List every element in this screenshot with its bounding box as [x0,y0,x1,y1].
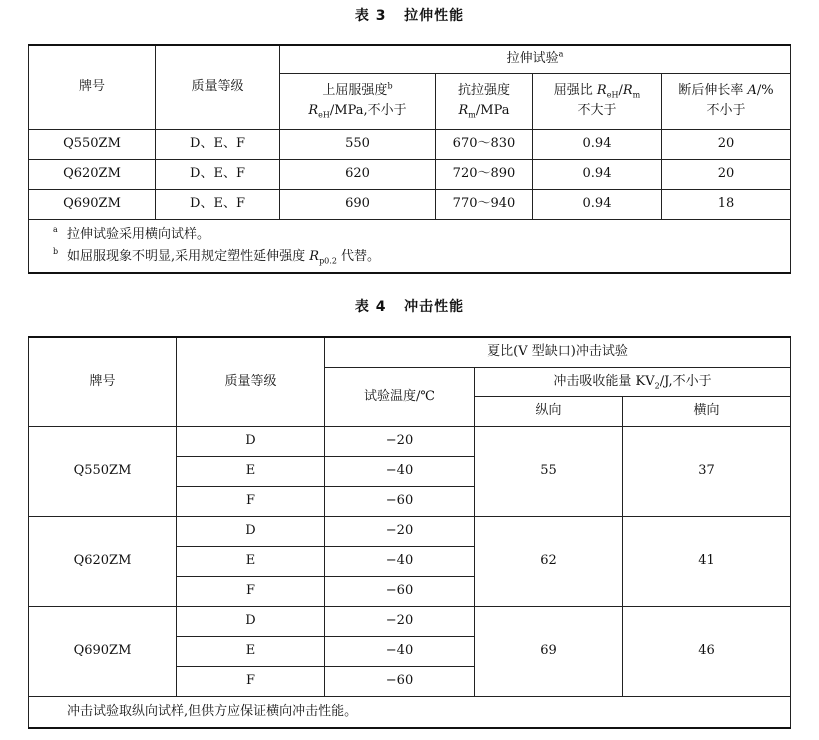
impact-properties-table [28,336,791,729]
t3-note-b-symbol: R [309,248,320,264]
t4-header-grade: 牌号 [29,337,177,426]
t3-note-b-text: 如屈服现象不明显,采用规定塑性延伸强度 [67,248,310,264]
t3-tensile-label: 抗拉强度 [457,83,510,98]
t3-header-tensile [436,73,533,129]
t4-cell-quality: D [177,516,325,546]
t3-header-ratio [533,73,662,129]
t3-header-quality: 质量等级 [156,45,280,129]
t4-cell-quality: F [177,576,325,606]
tensile-properties-table [28,44,791,274]
t3-group-label: 拉伸试验 [506,51,559,67]
t4-cell-temperature: −40 [325,456,475,486]
t3-elong-symbol: A [747,83,757,98]
t3-header-yield [280,73,436,129]
t4-energy-subscript: 2 [654,381,660,391]
t3-note-a-text: 拉伸试验采用横向试样。 [67,226,211,242]
t3-cell-tensile: 770～940 [436,189,533,219]
t3-tensile-unit: /MPa [475,103,510,118]
t3-ratio-limit: 不大于 [577,103,617,118]
t3-header-elongation [662,73,791,129]
t4-cell-temperature: −40 [325,636,475,666]
t3-yield-unit: /MPa,不小于 [329,103,407,118]
table-3-title: 表 3 拉伸性能 [354,8,465,24]
t3-group-footnote-mark: a [558,49,564,59]
t3-cell-quality: D、E、F [156,129,280,159]
t3-cell-grade: Q620ZM [29,159,156,189]
t4-cell-quality: D [177,426,325,456]
t3-cell-elongation: 20 [662,159,791,189]
t4-cell-grade: Q550ZM [29,426,177,516]
t3-tensile-symbol: R [458,103,469,118]
t3-yield-footnote-mark: b [387,81,393,91]
t3-elong-unit: /% [756,83,774,98]
t4-cell-transverse: 46 [623,606,791,696]
t4-cell-grade: Q620ZM [29,516,177,606]
t4-cell-quality: E [177,546,325,576]
t4-header-temperature: 试验温度/℃ [325,367,475,426]
t3-header-group [280,45,791,73]
t4-cell-temperature: −20 [325,426,475,456]
t3-ratio-label: 屈强比 [553,83,597,98]
t4-cell-transverse: 37 [623,426,791,516]
t3-cell-elongation: 20 [662,129,791,159]
table-row [29,426,791,456]
t3-cell-elongation: 18 [662,189,791,219]
t3-header-grade: 牌号 [29,45,156,129]
t3-cell-ratio: 0.94 [533,189,662,219]
t3-note-b: b 如屈服现象不明显,采用规定塑性延伸强度 $R_{p0.2}$ 代替。 [53,247,381,266]
table-row [29,129,791,159]
t3-elong-limit: 不小于 [706,103,746,118]
t3-note-a: a 拉伸试验采用横向试样。 [53,225,211,242]
t3-yield-subscript: eH [318,110,330,120]
t3-cell-tensile: 670～830 [436,129,533,159]
t3-cell-yield: 690 [280,189,436,219]
t4-cell-quality: F [177,666,325,696]
t3-cell-ratio: 0.94 [533,129,662,159]
t3-note-b-tail: 代替。 [336,248,381,264]
t4-cell-temperature: −20 [325,606,475,636]
table-row [29,189,791,219]
t3-cell-yield: 620 [280,159,436,189]
t3-cell-ratio: 0.94 [533,159,662,189]
t3-cell-grade: Q550ZM [29,129,156,159]
t4-cell-quality: D [177,606,325,636]
t4-header-transverse: 横向 [623,396,791,426]
t3-ratio-symbol-2: R [622,83,633,98]
t4-cell-quality: E [177,636,325,666]
t4-cell-longitudinal: 55 [475,426,623,516]
t4-cell-grade: Q690ZM [29,606,177,696]
t4-cell-longitudinal: 62 [475,516,623,606]
t3-note-b-subscript: p0.2 [319,256,337,266]
t3-ratio-symbol-1: R [596,83,607,98]
t4-footnote: 冲击试验取纵向试样,但供方应保证横向冲击性能。 [29,696,791,728]
t3-ratio-subscript-2: m [632,90,641,100]
t3-cell-tensile: 720～890 [436,159,533,189]
t3-cell-quality: D、E、F [156,159,280,189]
t3-elong-label: 断后伸长率 [678,83,748,98]
t4-cell-quality: E [177,456,325,486]
t3-cell-yield: 550 [280,129,436,159]
t3-cell-quality: D、E、F [156,189,280,219]
t4-energy-label: 冲击吸收能量 KV [553,373,655,389]
t4-cell-transverse: 41 [623,516,791,606]
t3-notes [29,219,791,273]
t4-cell-quality: F [177,486,325,516]
t3-ratio-subscript-1: eH [606,90,619,100]
t3-cell-grade: Q690ZM [29,189,156,219]
table-row [29,159,791,189]
t4-header-longitudinal: 纵向 [475,396,623,426]
t4-cell-longitudinal: 69 [475,606,623,696]
t4-cell-temperature: −60 [325,666,475,696]
t4-cell-temperature: −60 [325,486,475,516]
table-row [29,516,791,546]
t4-header-group: 夏比(V 型缺口)冲击试验 [325,337,791,367]
t3-ratio-slash: / [618,83,623,98]
t3-tensile-subscript: m [468,110,476,120]
t4-header-energy [475,367,791,396]
t3-yield-symbol: R [308,103,319,118]
table-row [29,606,791,636]
t4-header-quality: 质量等级 [177,337,325,426]
t4-cell-temperature: −40 [325,546,475,576]
t4-energy-unit: /J,不小于 [659,373,712,389]
t3-yield-label: 上屈服强度 [322,83,388,98]
table-4-title: 表 4 冲击性能 [354,299,465,315]
t4-cell-temperature: −60 [325,576,475,606]
t4-cell-temperature: −20 [325,516,475,546]
